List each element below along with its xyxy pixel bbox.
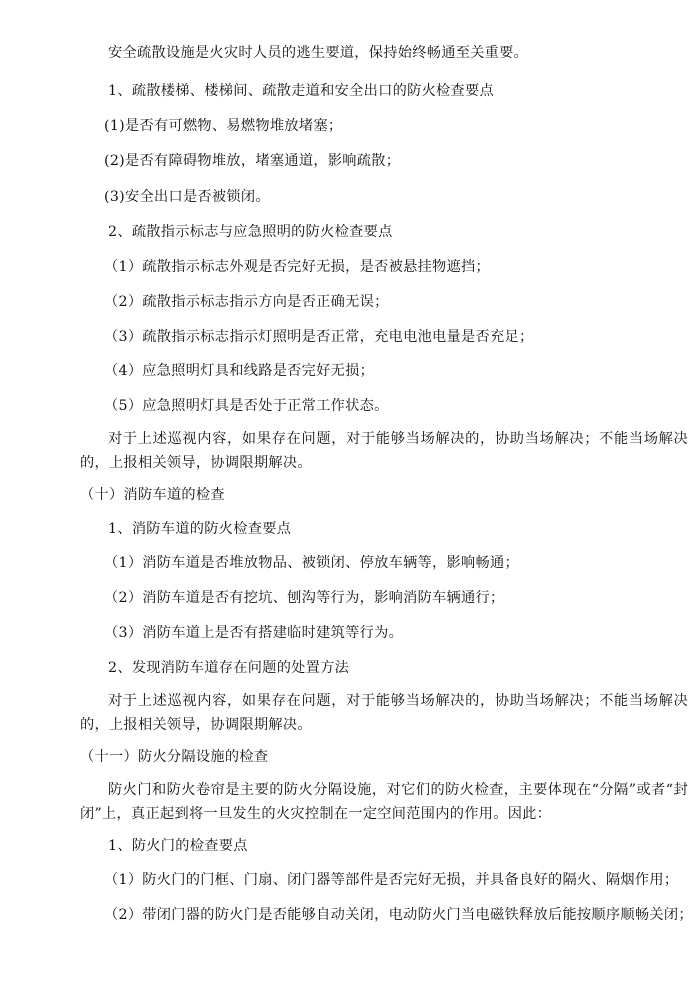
evac-point-2: (2)是否有障碍物堆放，堵塞通道，影响疏散； — [104, 153, 401, 169]
intro-paragraph: 安全疏散设施是火灾时人员的逃生要道，保持始终畅通至关重要。 — [108, 45, 529, 61]
door-point-2: （2）带闭门器的防火门是否能够自动关闭，电动防火门当电磁铁释放后能按顺序顺畅关闭； — [104, 907, 693, 923]
lane-problem-heading: 2、发现消防车道存在问题的处置方法 — [108, 660, 350, 676]
evac-point-1: (1)是否有可燃物、易燃物堆放堵塞； — [104, 118, 343, 134]
sign-heading: 2、疏散指示标志与应急照明的防火检查要点 — [108, 224, 393, 240]
door-heading: 1、防火门的检查要点 — [108, 838, 248, 854]
lane-point-3: （3）消防车道上是否有搭建临时建筑等行为。 — [104, 625, 404, 641]
lane-heading: 1、消防车道的防火检查要点 — [108, 521, 292, 537]
sign-point-3: （3）疏散指示标志指示灯照明是否正常，充电电池电量是否充足； — [104, 329, 534, 345]
lane-point-2: （2）消防车道是否有挖坑、刨沟等行为，影响消防车辆通行； — [104, 590, 505, 606]
evac-points-heading: 1、疏散楼梯、楼梯间、疏散走道和安全出口的防火检查要点 — [108, 83, 495, 99]
evac-point-3: (3)安全出口是否被锁闭。 — [104, 189, 270, 205]
section-10-title: （十）消防车道的检查 — [80, 487, 225, 503]
handling-paragraph-2: 对于上述巡视内容，如果存在问题，对于能够当场解决的，协助当场解决；不能当场解决的，上报相关领导，协调限期解决。 — [80, 693, 688, 733]
sign-point-4: （4）应急照明灯具和线路是否完好无损； — [104, 363, 375, 379]
sign-point-1: （1）疏散指示标志外观是否完好无损，是否被悬挂物遮挡； — [104, 259, 491, 275]
section-11-title: （十一）防火分隔设施的检查 — [80, 749, 269, 765]
sign-point-5: （5）应急照明灯具是否处于正常工作状态。 — [104, 398, 389, 414]
door-point-1: （1）防火门的门框、门扇、闭门器等部件是否完好无损，并具备良好的隔火、隔烟作用； — [104, 872, 679, 888]
partition-intro-paragraph: 防火门和防火卷帘是主要的防火分隔设施，对它们的防火检查，主要体现在“分隔”或者“封闭”上，真正起到将一旦发生的火灾控制在一定空间范围内的作用。因此： — [80, 782, 688, 822]
lane-point-1: （1）消防车道是否堆放物品、被锁闭、停放车辆等，影响畅通； — [104, 555, 519, 571]
handling-paragraph-1: 对于上述巡视内容，如果存在问题，对于能够当场解决的，协助当场解决；不能当场解决的，上报相关领导，协调限期解决。 — [80, 431, 688, 471]
sign-point-2: （2）疏散指示标志指示方向是否正确无误； — [104, 294, 389, 310]
